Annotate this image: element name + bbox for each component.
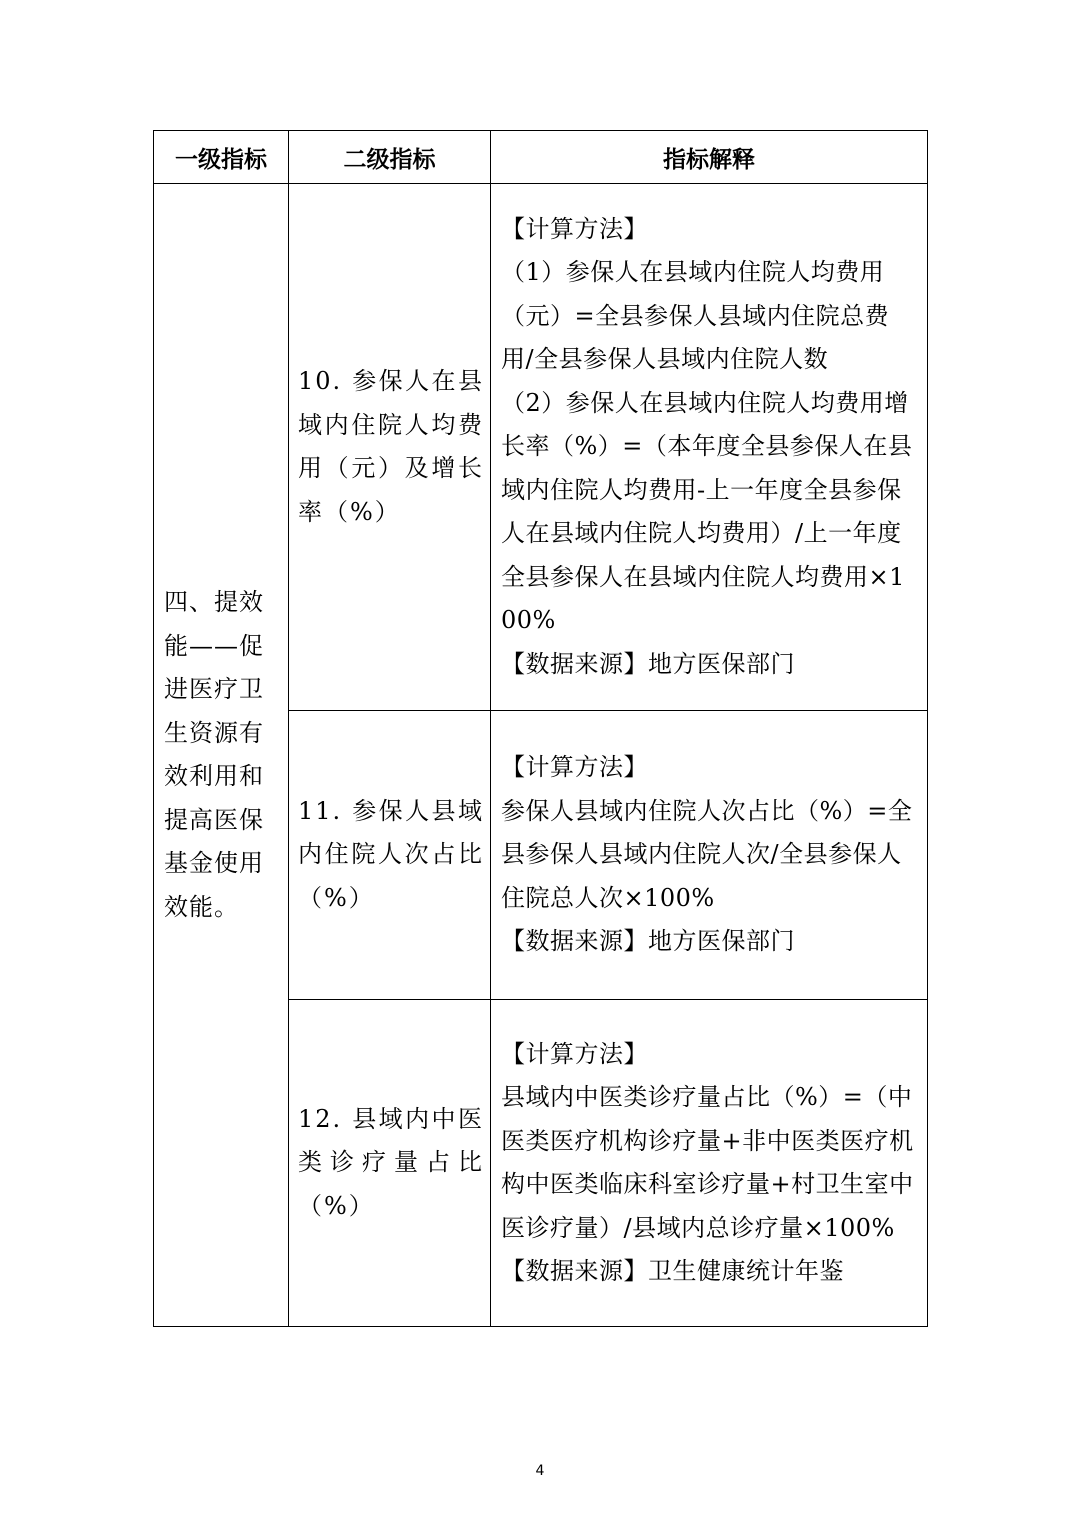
level2-text: 12. 县域内中医类诊疗量占比（%） [298,1104,484,1220]
explanation-block [501,208,919,687]
explanation-line: 县域内中医类诊疗量占比（%）=（中医类医疗机构诊疗量+非中医类医疗机构中医类临床科室诊疗量+村卫生室中医诊疗量）/县域内总诊疗量×100% [501,1083,914,1242]
explanation-cell [491,1000,928,1327]
explanation-block [501,746,919,964]
data-source-line: 【数据来源】地方医保部门 [501,649,795,678]
explanation-line: （1）参保人在县域内住院人均费用（元）=全县参保人县域内住院总费用/全县参保人县域内住院人数 [501,258,890,374]
level2-cell [289,184,491,711]
level2-cell [289,1000,491,1327]
data-source-line: 【数据来源】地方医保部门 [501,927,795,956]
indicator-table [153,130,928,1327]
data-source-line: 【数据来源】卫生健康统计年鉴 [501,1257,844,1285]
table-header-row [154,131,928,184]
calc-method-label: 【计算方法】 [501,1039,648,1068]
calc-method-label: 【计算方法】 [501,753,648,782]
calc-method-label: 【计算方法】 [501,214,648,243]
page-number: 4 [535,1463,545,1479]
explanation-line: （2）参保人在县域内住院人均费用增长率（%）=（本年度全县参保人在县域内住院人均费用-上一年度全县参保人在县域内住院人均费用）/上一年度全县参保人在县域内住院人均费用×100% [501,388,913,635]
explanation-cell [491,184,928,711]
table-row [154,184,928,711]
level1-cell [154,184,289,1327]
explanation-line: 参保人县域内住院人次占比（%）=全县参保人县域内住院人次/全县参保人住院总人次×100% [501,796,913,912]
header-explanation: 指标解释 [491,131,928,184]
header-level2: 二级指标 [289,131,491,184]
level2-cell [289,711,491,1000]
header-level1: 一级指标 [154,131,289,184]
level2-text: 11. 参保人县域内住院人次占比（%） [298,796,484,912]
level2-text: 10. 参保人在县域内住院人均费用（元）及增长率（%） [298,367,484,526]
explanation-block [501,1033,919,1294]
level1-text: 四、提效能——促进医疗卫生资源有效利用和提高医保基金使用效能。 [164,588,264,921]
explanation-cell [491,711,928,1000]
